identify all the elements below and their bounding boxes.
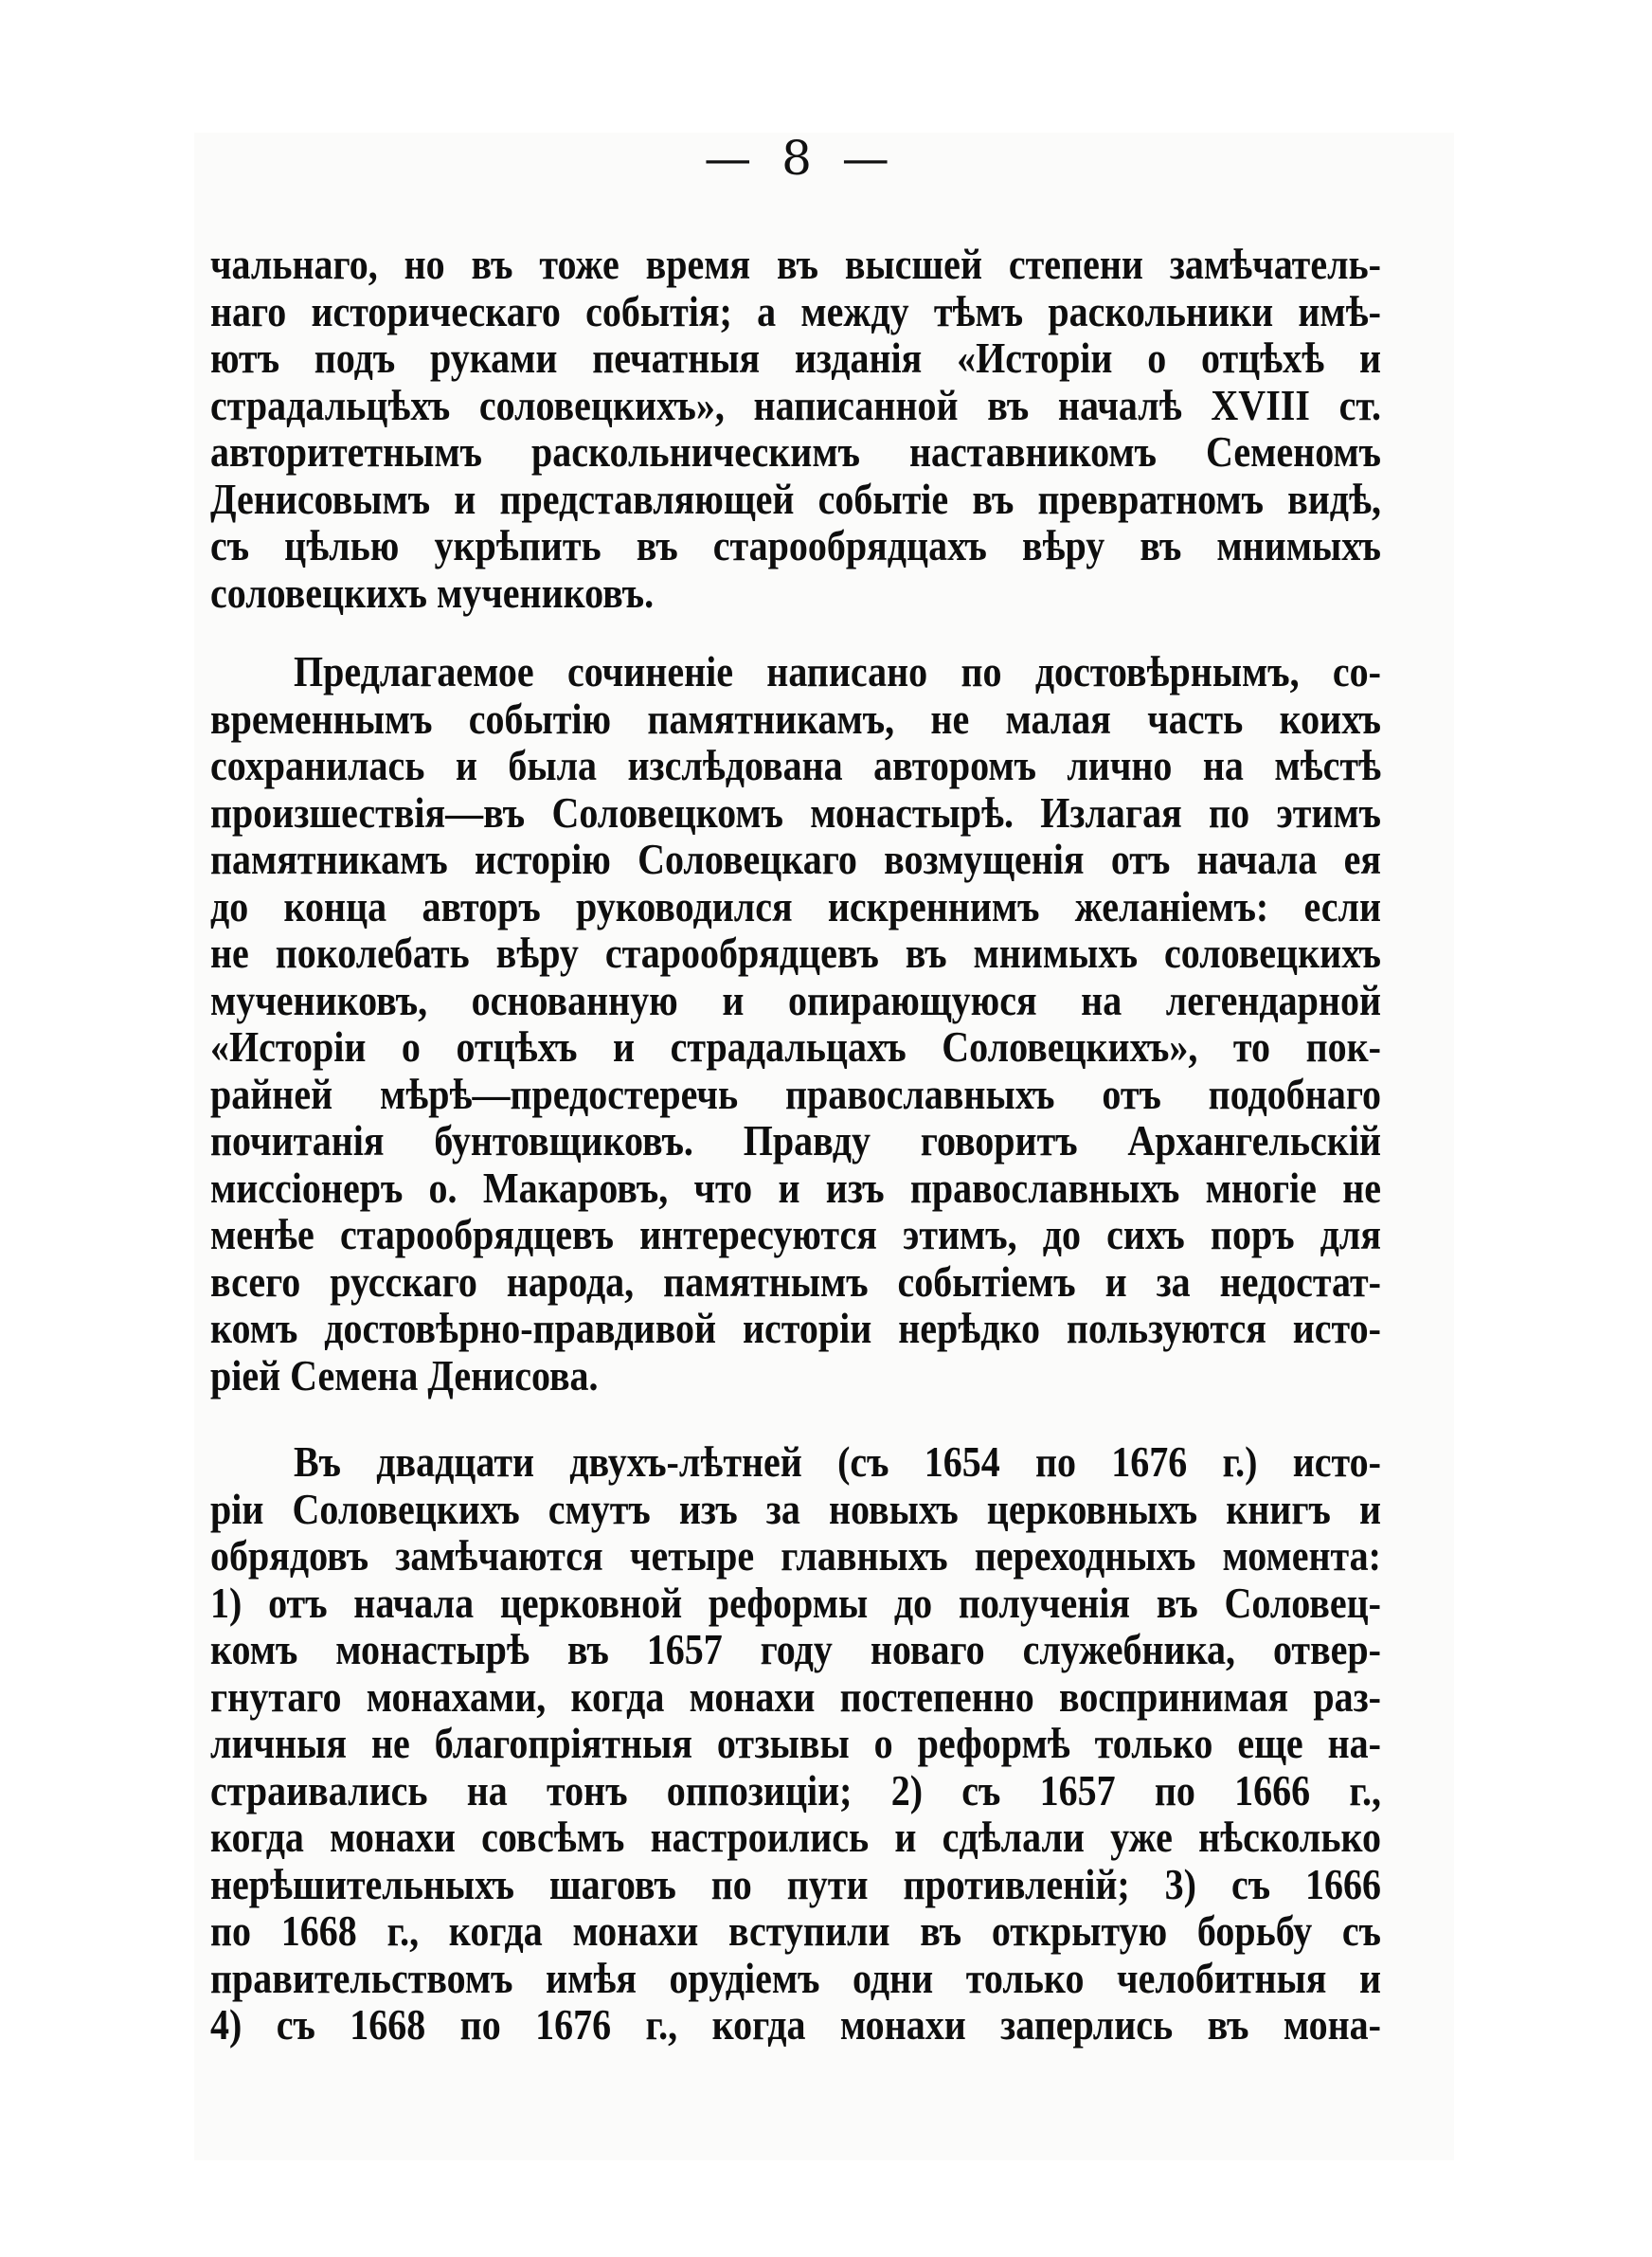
text-line: съ цѣлью укрѣпить въ старообрядцахъ вѣру въ мнимыхъ (210, 520, 1381, 570)
text-line: 4) съ 1668 по 1676 г., когда монахи заперлись въ мона- (210, 1999, 1381, 2049)
text-line: произшествія—въ Соловецкомъ монастырѣ. Излагая по этимъ (210, 787, 1381, 837)
text-line: Денисовымъ и представляющей событіе въ превратномъ видѣ, (210, 474, 1381, 523)
paragraph-2 (210, 648, 1381, 1399)
text-line: мучениковъ, основанную и опирающуюся на легендарной (210, 975, 1381, 1024)
text-line: правительствомъ имѣя орудіемъ одни только челобитныя и (210, 1953, 1381, 2002)
text-line: личныя не благопріятныя отзывы о реформѣ только еще на- (210, 1718, 1381, 1768)
text-line: ютъ подъ руками печатныя изданія «Исторіи о отцѣхѣ и (210, 333, 1381, 383)
text-line: комъ достовѣрно-правдивой исторіи нерѣдко пользуются исто- (210, 1303, 1381, 1353)
text-line: памятникамъ исторію Соловецкаго возмущенія отъ начала ея (210, 834, 1381, 884)
text-line: по 1668 г., когда монахи вступили въ открытую борьбу съ (210, 1905, 1381, 1956)
text-line: чальнаго, но въ тоже время въ высшей степени замѣчатель- (210, 239, 1381, 289)
paragraph-1 (210, 241, 1381, 616)
text-line: райней мѣрѣ—предостеречь православныхъ отъ подобнаго (210, 1069, 1381, 1118)
text-line: ріей Семена Денисова. (210, 1350, 599, 1399)
text-line: менѣе старообрядцевъ интересуются этимъ, до сихъ поръ для (210, 1209, 1381, 1259)
text-line: наго историческаго событія; а между тѣмъ раскольники имѣ- (210, 286, 1381, 335)
text-line: страдальцѣхъ соловецкихъ», написанной въ началѣ XVIII ст. (210, 380, 1381, 429)
text-line: комъ монастырѣ въ 1657 году новаго служебника, отвер- (210, 1624, 1381, 1674)
text-line: гнутаго монахами, когда монахи постепенно воспринимая раз- (210, 1671, 1381, 1721)
text-line: страивались на тонъ оппозиціи; 2) съ 1657 по 1666 г., (210, 1765, 1381, 1815)
text-line: миссіонеръ о. Макаровъ, что и изъ православныхъ многіе не (210, 1163, 1381, 1212)
text-line: ріи Соловецкихъ смутъ изъ за новыхъ церковныхъ книгъ и (210, 1484, 1381, 1533)
text-line: временнымъ событію памятникамъ, не малая часть коихъ (210, 694, 1381, 743)
paragraph-3 (210, 1438, 1381, 2049)
text-line: соловецкихъ мучениковъ. (210, 568, 655, 617)
text-line: сохранилась и была изслѣдована авторомъ лично на мѣстѣ (210, 740, 1381, 790)
text-line: Предлагаемое сочиненіе написано по достовѣрнымъ, со- (294, 646, 1381, 696)
text-line: 1) отъ начала церковной реформы до полученія въ Соловец- (210, 1578, 1381, 1627)
text-line: не поколебать вѣру старообрядцевъ въ мнимыхъ соловецкихъ (210, 928, 1381, 978)
text-line: когда монахи совсѣмъ настроились и сдѣлали уже нѣсколько (210, 1812, 1381, 1862)
text-line: обрядовъ замѣчаются четыре главныхъ переходныхъ момента: (210, 1530, 1381, 1580)
text-line: до конца авторъ руководился искреннимъ желаніемъ: если (210, 881, 1381, 930)
text-line: почитанія бунтовщиковъ. Правду говоритъ Архангельскій (210, 1115, 1381, 1165)
text-line: авторитетнымъ раскольническимъ наставникомъ Семеномъ (210, 426, 1381, 477)
text-line: «Исторіи о отцѣхъ и страдальцахъ Соловецкихъ», то пок- (210, 1021, 1381, 1072)
text-line: всего русскаго народа, памятнымъ событіемъ и за недостат- (210, 1256, 1381, 1306)
text-line: Въ двадцати двухъ-лѣтней (съ 1654 по 1676 г.) исто- (294, 1436, 1381, 1487)
text-line: нерѣшительныхъ шаговъ по пути противленій; 3) съ 1666 (210, 1859, 1381, 1908)
page-number: — 8 — (704, 131, 897, 186)
